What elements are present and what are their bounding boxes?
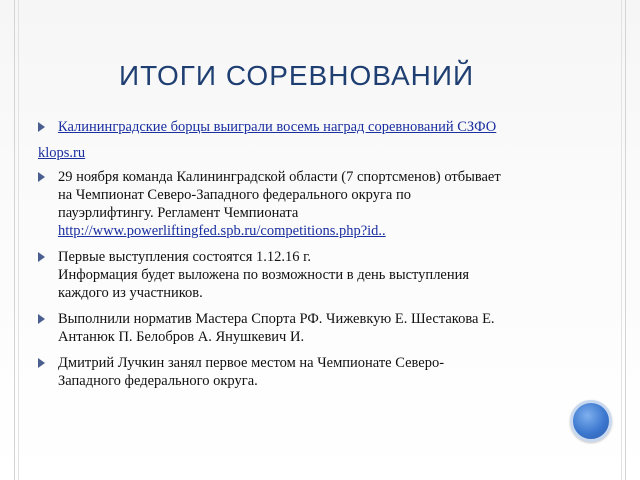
bullet-item-master-norm bbox=[38, 310, 558, 346]
slide-frame-right bbox=[625, 0, 626, 480]
bullet-item-first-place bbox=[38, 354, 558, 390]
slide-frame-right-inner bbox=[621, 0, 622, 480]
paragraph-line: каждого из участников. bbox=[58, 285, 203, 301]
slide-content bbox=[38, 118, 558, 398]
paragraph-line: Дмитрий Лучкин занял первое местом на Чемпионате Северо- bbox=[58, 355, 445, 371]
bullet-icon bbox=[38, 314, 45, 324]
bullet-icon bbox=[38, 122, 45, 132]
slide-frame-left bbox=[14, 0, 15, 480]
bullet-item-first-performances bbox=[38, 248, 558, 302]
circle-action-button[interactable] bbox=[570, 400, 612, 442]
paragraph-line: Информация будет выложена по возможности в день выступления bbox=[58, 267, 470, 283]
paragraph-line: 29 ноября команда Калининградской области (7 спортсменов) отбывает bbox=[58, 169, 501, 185]
paragraph-line: Западного федерального округа. bbox=[58, 373, 258, 389]
paragraph-line: Первые выступления состоятся 1.12.16 г. bbox=[58, 249, 312, 265]
bullet-icon bbox=[38, 358, 45, 368]
paragraph-line: Выполнили норматив Мастера Спорта РФ. Чижевкую Е. Шестакова Е. bbox=[58, 311, 495, 327]
bullet-icon bbox=[38, 172, 45, 182]
bullet-item-news-link bbox=[38, 118, 558, 136]
bullet-item-team-departure bbox=[38, 168, 558, 240]
news-link[interactable]: Калининградские борцы выиграли восемь наград соревнований СЗФО bbox=[58, 119, 497, 135]
source-link[interactable]: klops.ru bbox=[38, 145, 86, 161]
regulations-link[interactable]: http://www.powerliftingfed.spb.ru/competitions.php?id.. bbox=[58, 223, 386, 239]
paragraph-line: на Чемпионат Северо-Западного федерального округа по bbox=[58, 187, 411, 203]
paragraph-line: пауэрлифтингу. Регламент Чемпионата bbox=[58, 205, 299, 221]
slide-title: ИТОГИ СОРЕВНОВАНИЙ bbox=[119, 60, 475, 91]
paragraph-line: Антанюк П. Белобров А. Янушкевич И. bbox=[58, 329, 305, 345]
bullet-icon bbox=[38, 252, 45, 262]
slide-frame-left-inner bbox=[18, 0, 19, 480]
